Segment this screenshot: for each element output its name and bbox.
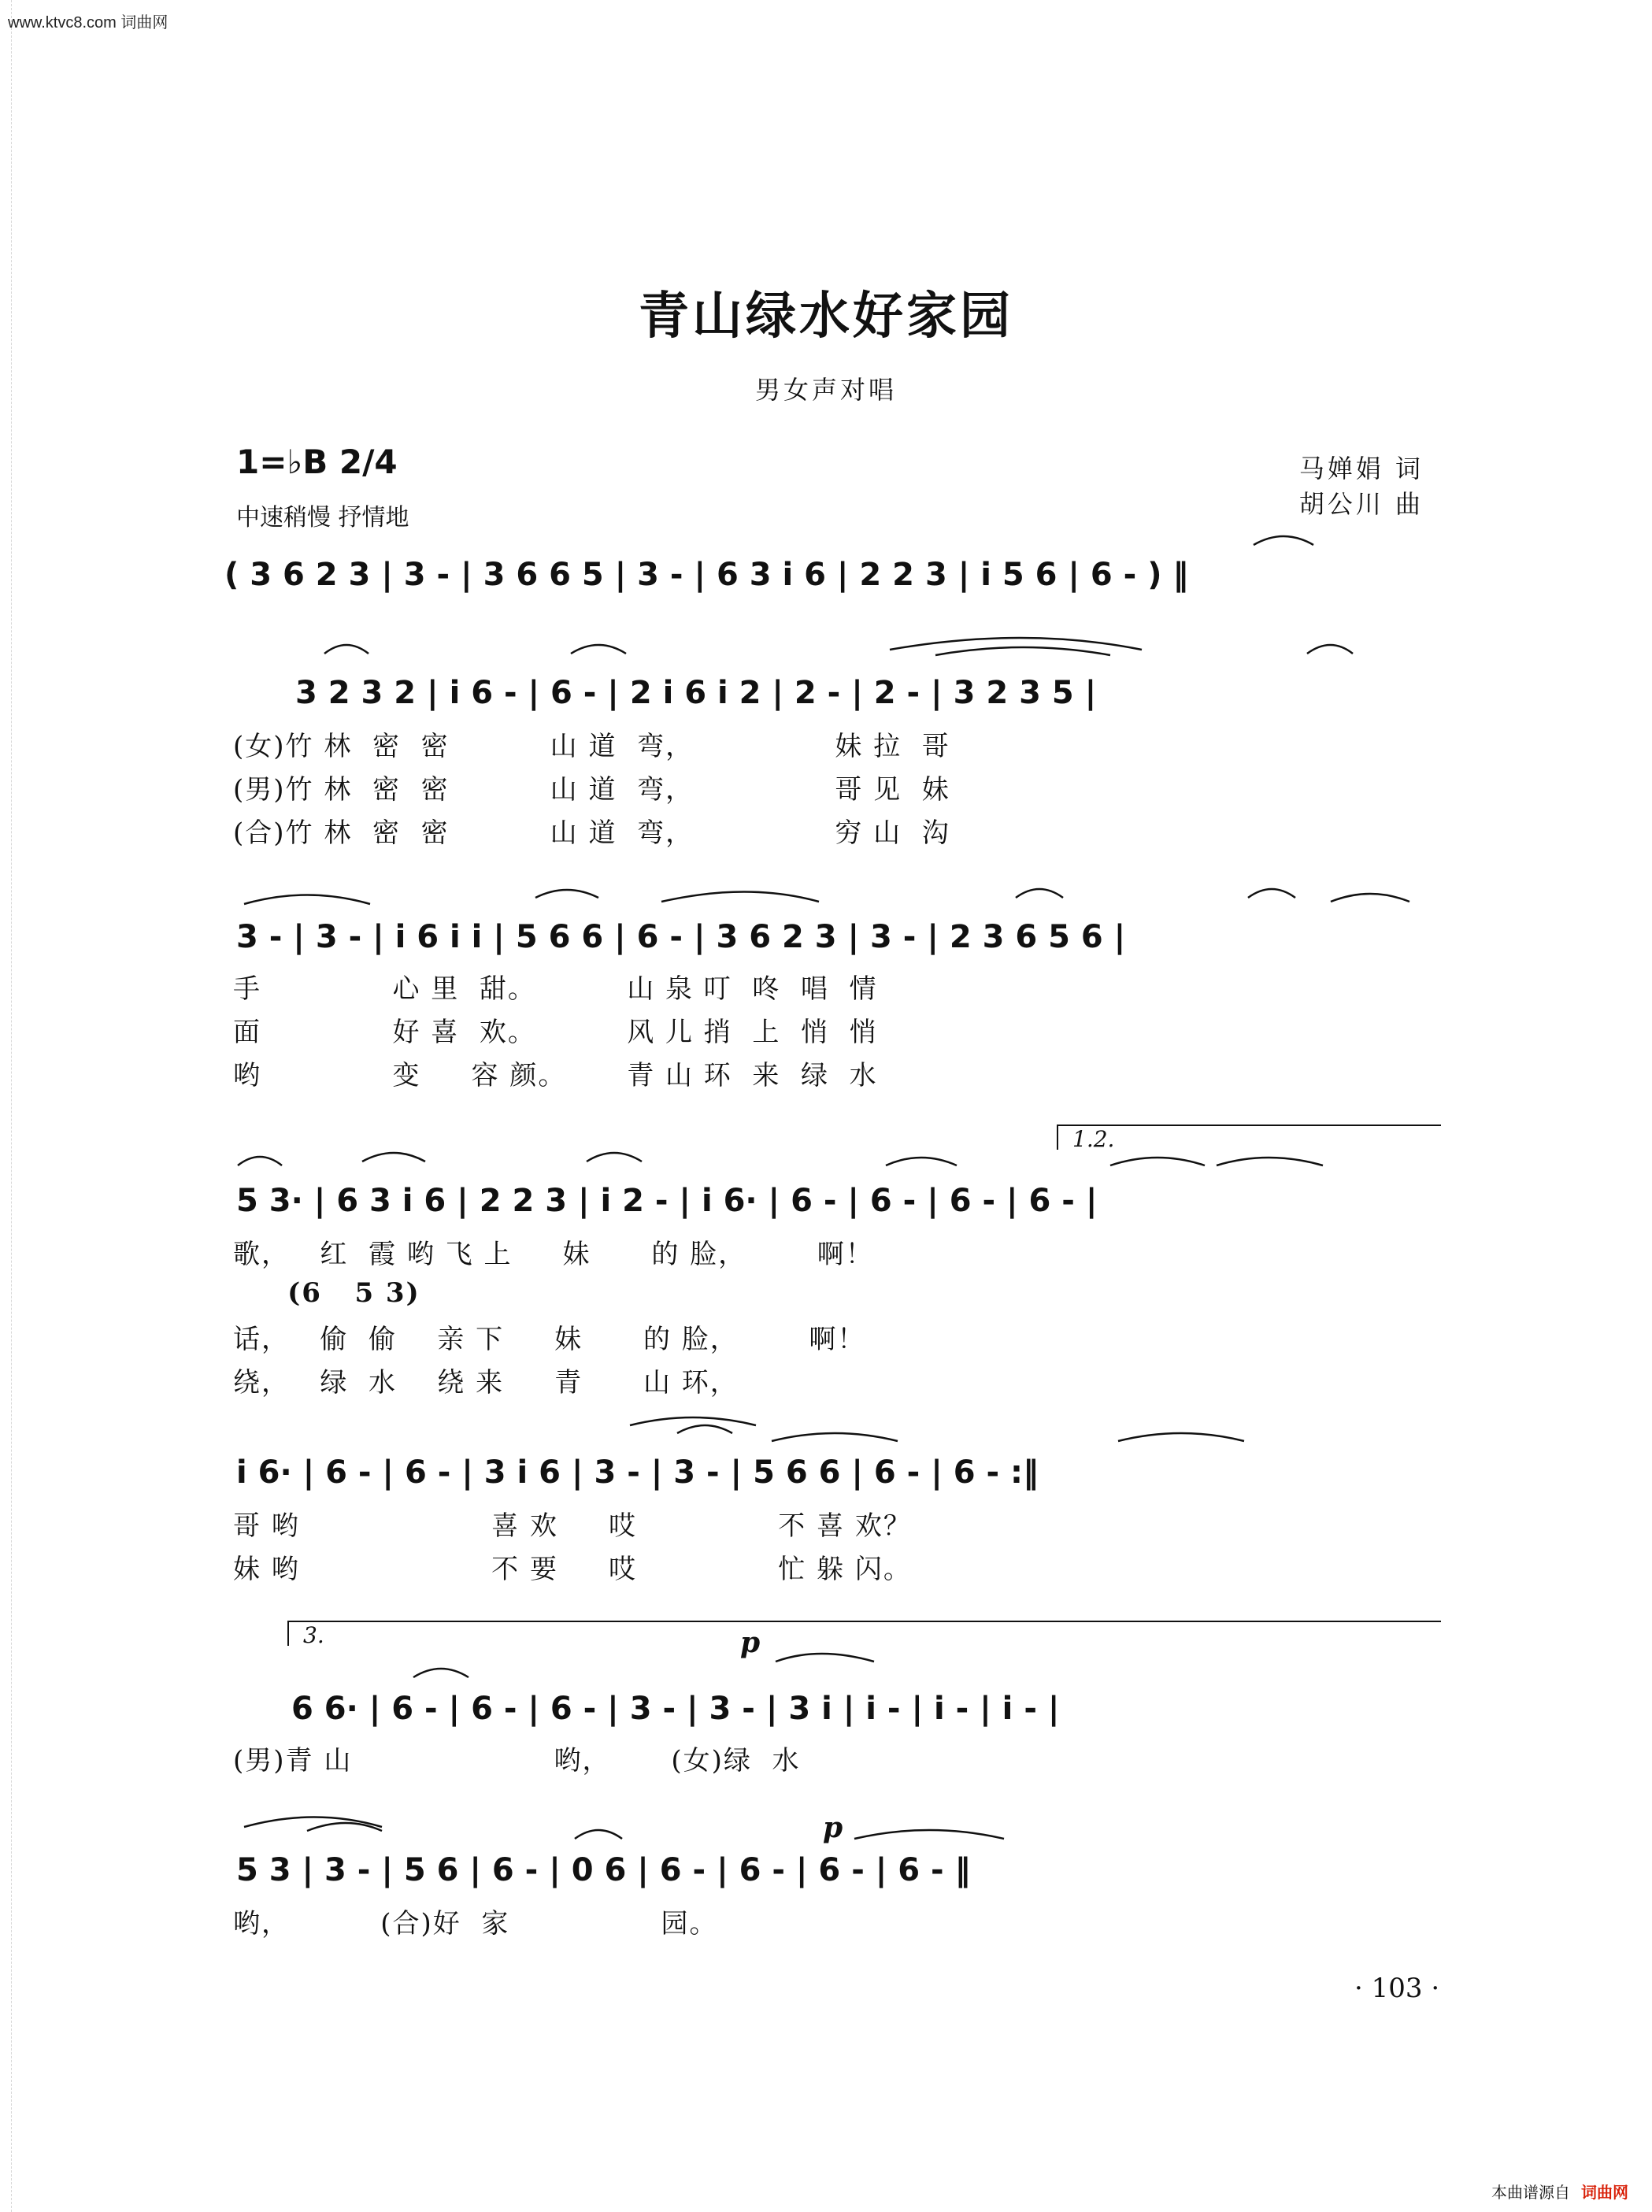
- volta-bracket: 1.2.: [1057, 1125, 1441, 1150]
- lyric-line: 哟， (合)好 家 园。: [233, 1908, 718, 1940]
- notation-line: 5 3· | 6 3 i 6 | 2 2 3 | i 2 - | i 6· | 6 - | 6 - | 6 - | 6 - |: [236, 1183, 1098, 1219]
- song-subtitle: 男女声对唱: [754, 375, 897, 405]
- lyric-line: (合)竹 林 密 密 山 道 弯， 穷 山 沟: [233, 817, 950, 849]
- harmony-note: (6 5 3): [233, 1277, 420, 1309]
- lyric-line: (男)青 山 哟， (女)绿 水: [233, 1745, 801, 1777]
- footer-source: [1491, 2180, 1628, 2203]
- lyric-line: 哥 哟 喜 欢 哎 不 喜 欢？: [233, 1510, 912, 1542]
- notation-line: 6 6· | 6 - | 6 - | 6 - | 3 - | 3 - | 3 i | i - | i - | i - |: [291, 1691, 1060, 1727]
- score-system-1: [224, 551, 1425, 622]
- lyric-line: (男)竹 林 密 密 山 道 弯， 哥 见 妹: [233, 774, 950, 806]
- lyric-line: (女)竹 林 密 密 山 道 弯， 妹 拉 哥: [233, 731, 950, 762]
- notation-line: 3 2 3 2 | i 6 - | 6 - | 2 i 6 i 2 | 2 - | 2 - | 3 2 3 5 |: [295, 675, 1097, 711]
- lyric-line: 妹 哟 不 要 哎 忙 躲 闪。: [233, 1554, 912, 1585]
- notation-line: 5 3 | 3 - | 5 6 | 6 - | 0 6 | 6 - | 6 - | 6 - | 6 - ‖: [236, 1852, 971, 1888]
- key-signature: 1=♭B 2/4: [236, 443, 398, 481]
- dynamic-marking: p: [823, 1811, 843, 1844]
- lyricist-credit: 马婵娟 词: [1298, 454, 1424, 484]
- lyric-line: 面 好 喜 欢。 风 儿 捎 上 悄 悄: [233, 1017, 878, 1048]
- lyric-line: 手 心 里 甜。 山 泉 叮 咚 唱 情: [233, 973, 878, 1005]
- lyric-line: 歌， 红 霞 哟 飞 上 妹 的 脸， 啊！: [233, 1239, 874, 1270]
- volta-bracket: 3.: [287, 1621, 1441, 1646]
- tempo-marking: 中速稍慢 抒情地: [236, 504, 409, 532]
- notation-line: 3 - | 3 - | i 6 i i | 5 6 6 | 6 - | 3 6 2 3 | 3 - | 2 3 6 5 6 |: [236, 919, 1126, 955]
- lyric-line: 绕， 绿 水 绕 来 青 山 环，: [233, 1367, 739, 1399]
- lyric-line: 哟 变 容 颜。 青 山 环 来 绿 水: [233, 1060, 878, 1091]
- page-number: · 103 ·: [1354, 1973, 1440, 2004]
- notation-line: i 6· | 6 - | 6 - | 3 i 6 | 3 - | 3 - | 5 6 6 | 6 - | 6 - :‖: [236, 1454, 1039, 1491]
- footer-logo: 词曲网: [1581, 2184, 1628, 2202]
- dynamic-marking: p: [740, 1626, 761, 1659]
- notation-line: ( 3 6 2 3 | 3 - | 3 6 6 5 | 3 - | 6 3 i 6 | 2 2 3 | i 5 6 | 6 - ) ‖: [224, 557, 1189, 593]
- composer-credit: 胡公川 曲: [1298, 489, 1424, 519]
- footer-source-label: 本曲谱源自: [1491, 2184, 1570, 2202]
- song-title: 青山绿水好家园: [639, 287, 1013, 346]
- site-watermark: www.ktvc8.com 词曲网: [8, 14, 169, 31]
- lyric-line: 话， 偷 偷 亲 下 妹 的 脸， 啊！: [233, 1324, 866, 1355]
